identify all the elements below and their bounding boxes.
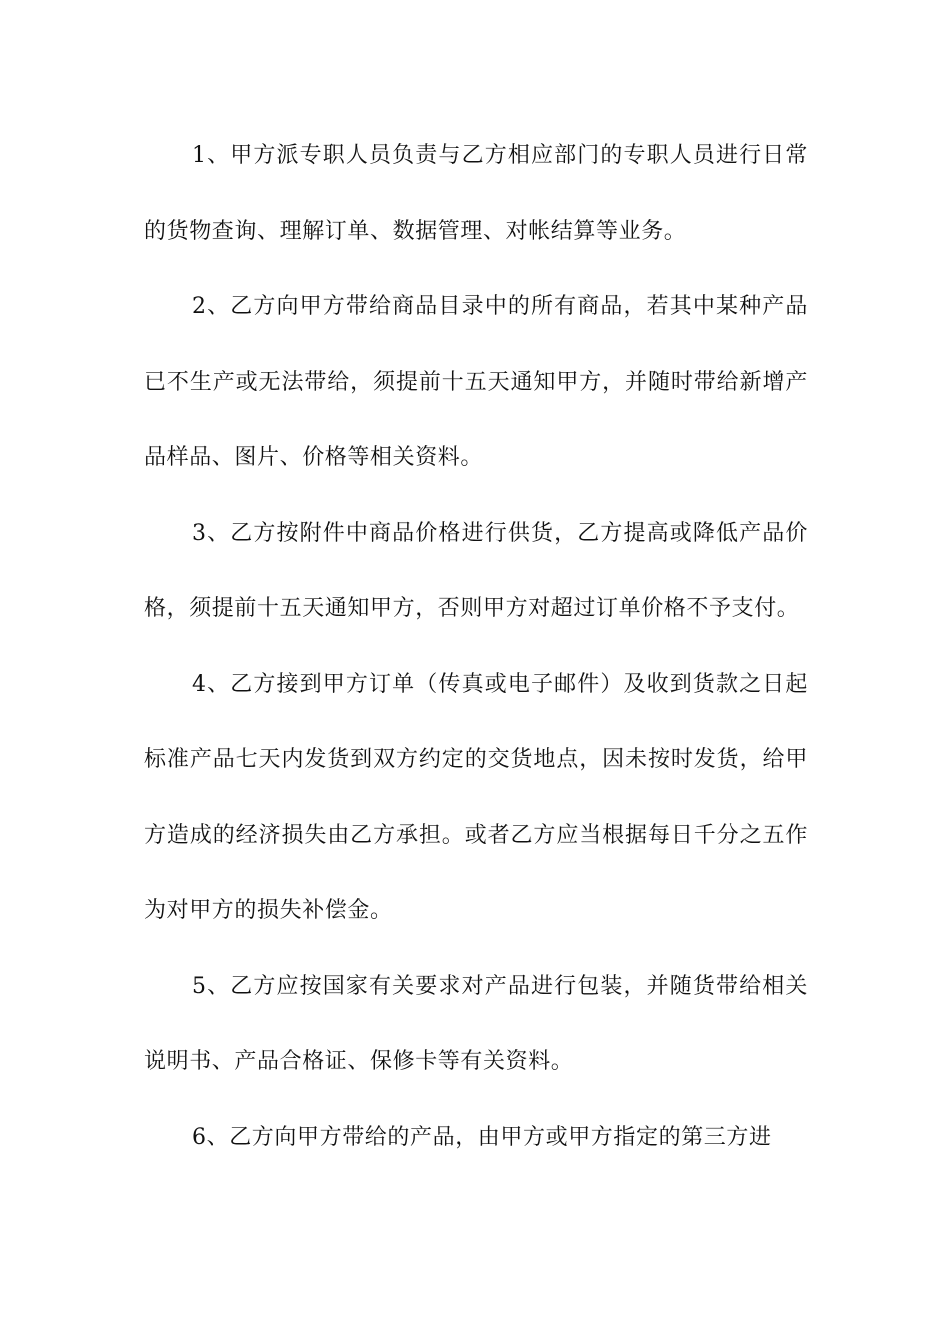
clause-1-paragraph: 1、甲方派专职人员负责与乙方相应部门的专职人员进行日常的货物查询、理解订单、数据管理、对帐结算等业务。 — [144, 143, 808, 244]
clause-6-paragraph: 6、乙方向甲方带给的产品，由甲方或甲方指定的第三方进 — [192, 1124, 772, 1150]
clause-5-paragraph: 5、乙方应按国家有关要求对产品进行包装，并随货带给相关说明书、产品合格证、保修卡等有关资料。 — [144, 973, 808, 1074]
clause-4-paragraph: 4、乙方接到甲方订单（传真或电子邮件）及收到货款之日起标准产品七天内发货到双方约定的交货地点，因未按时发货，给甲方造成的经济损失由乙方承担。或者乙方应当根据每日千分之五作为对甲方的损失补偿金。 — [144, 671, 808, 923]
document-body — [144, 118, 808, 1175]
clause-3-paragraph: 3、乙方按附件中商品价格进行供货，乙方提高或降低产品价格，须提前十五天通知甲方，否则甲方对超过订单价格不予支付。 — [144, 520, 808, 621]
clause-2-paragraph: 2、乙方向甲方带给商品目录中的所有商品，若其中某种产品已不生产或无法带给，须提前十五天通知甲方，并随时带给新增产品样品、图片、价格等相关资料。 — [144, 294, 808, 470]
